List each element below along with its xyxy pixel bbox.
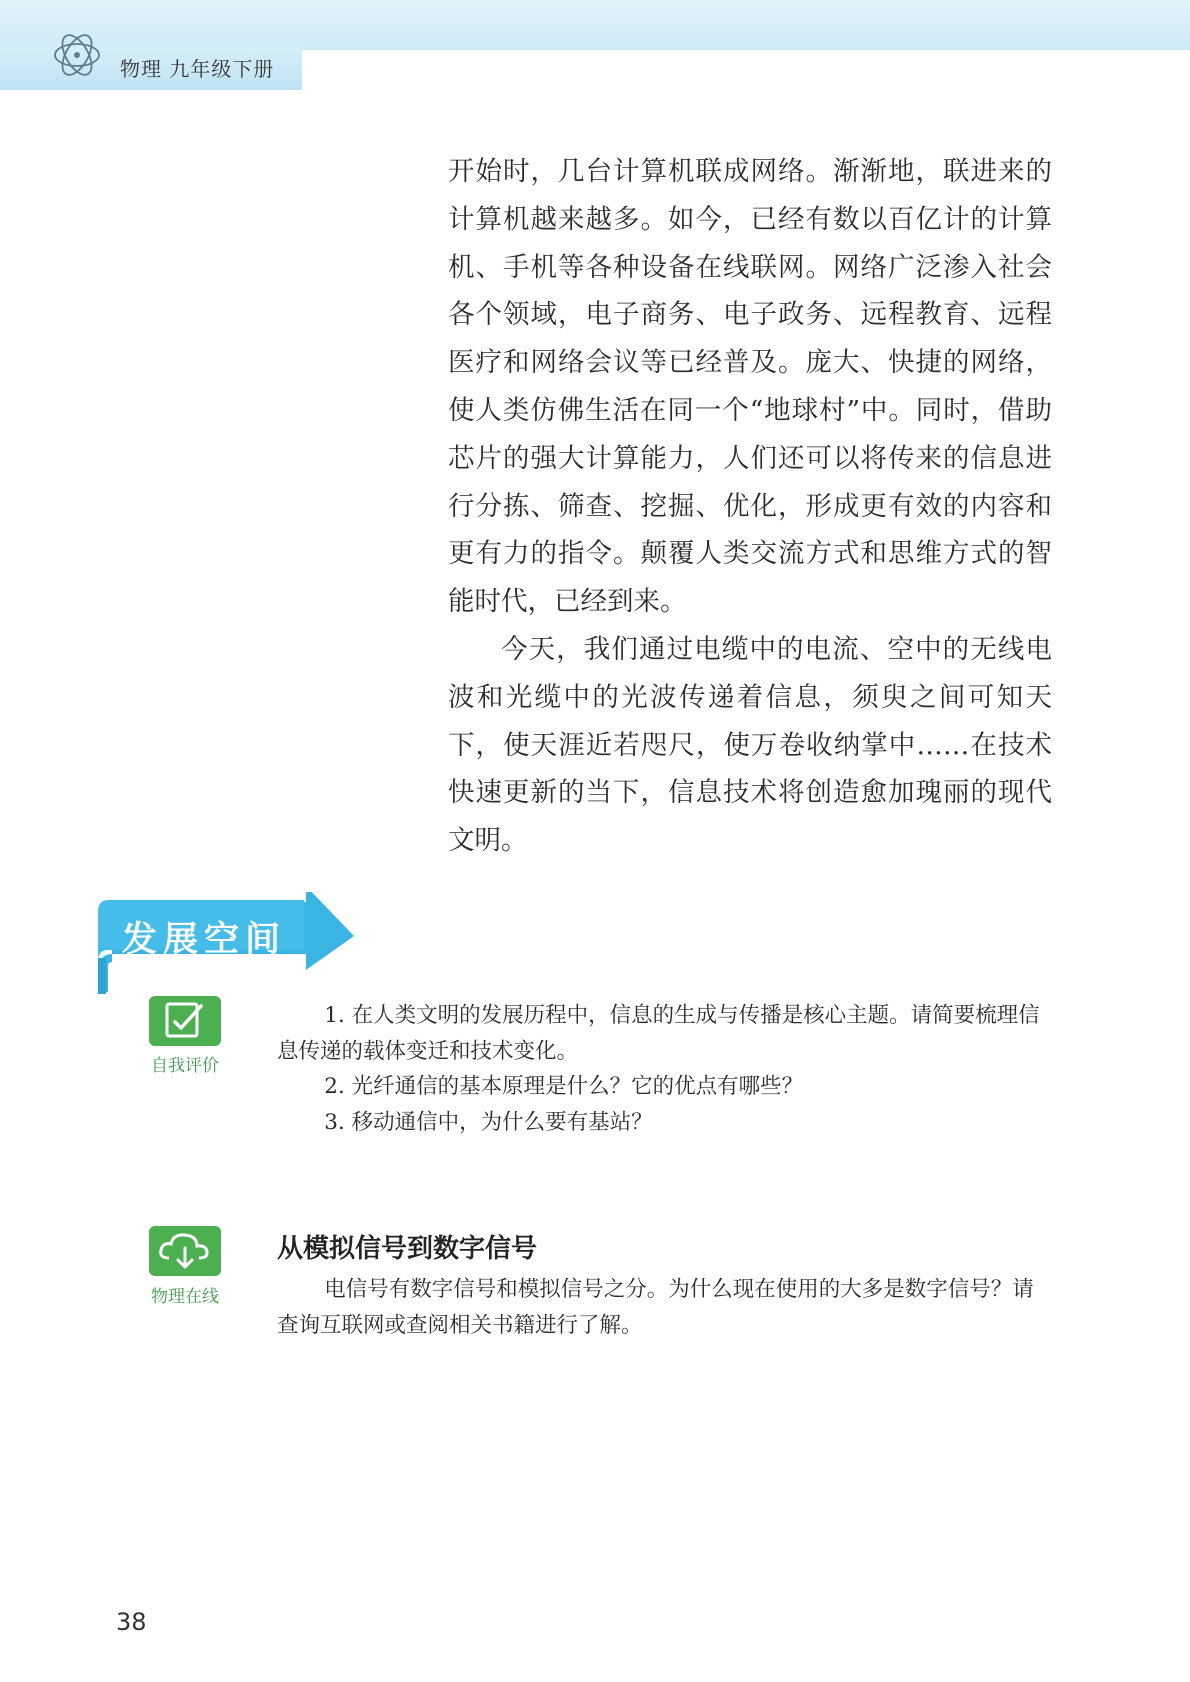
body-paragraph-2: 今天，我们通过电缆中的电流、空中的无线电波和光缆中的光波传递着信息，须臾之间可知天下，使天涯近若咫尺，使万卷收纳掌中……在技术快速更新的当下，信息技术将创造愈加瑰丽的现代文明。 (448, 633, 1052, 857)
question-2: 2. 光纤通信的基本原理是什么？它的优点有哪些？ (324, 1074, 804, 1099)
question-3: 3. 移动通信中，为什么要有基站？ (324, 1109, 653, 1135)
online-text-block (277, 1272, 1053, 1343)
online-label: 物理在线 (151, 1287, 219, 1307)
atom-orbit-icon (50, 28, 104, 82)
pencil-check-icon (149, 996, 221, 1046)
cloud-download-icon (149, 1226, 221, 1276)
self-eval-questions (277, 998, 1053, 1140)
online-title: 从模拟信号到数字信号 (277, 1234, 538, 1264)
section-title: 发展空间 (122, 920, 287, 960)
body-text (448, 148, 1052, 865)
body-paragraph-1: 开始时，几台计算机联成网络。渐渐地，联进来的计算机越来越多。如今，已经有数以百亿计的计算机、手机等各种设备在线联网。网络广泛渗入社会各个领域，电子商务、电子政务、远程教育、远程医疗和网络会议等已经普及。庞大、快捷的网络，使人类仿佛生活在同一个“地球村”中。同时，借助芯片的强大计算能力，人们还可以将传来的信息进行分拣、筛查、挖掘、优化，形成更有效的内容和更有力的指令。颠覆人类交流方式和思维方式的智能时代，已经到来。 (448, 156, 1052, 618)
self-eval-label: 自我评价 (151, 1056, 219, 1076)
header-band (0, 0, 1190, 50)
online-text: 电信号有数字信号和模拟信号之分。为什么现在使用的大多是数字信号？请查询互联网或查阅相关书籍进行了解。 (277, 1277, 1034, 1338)
page-number: 38 (116, 1608, 147, 1636)
book-title: 物理 九年级下册 (120, 57, 275, 81)
question-1: 1. 在人类文明的发展历程中，信息的生成与传播是核心主题。请简要梳理信息传递的载体变迁和技术变化。 (277, 1003, 1040, 1064)
